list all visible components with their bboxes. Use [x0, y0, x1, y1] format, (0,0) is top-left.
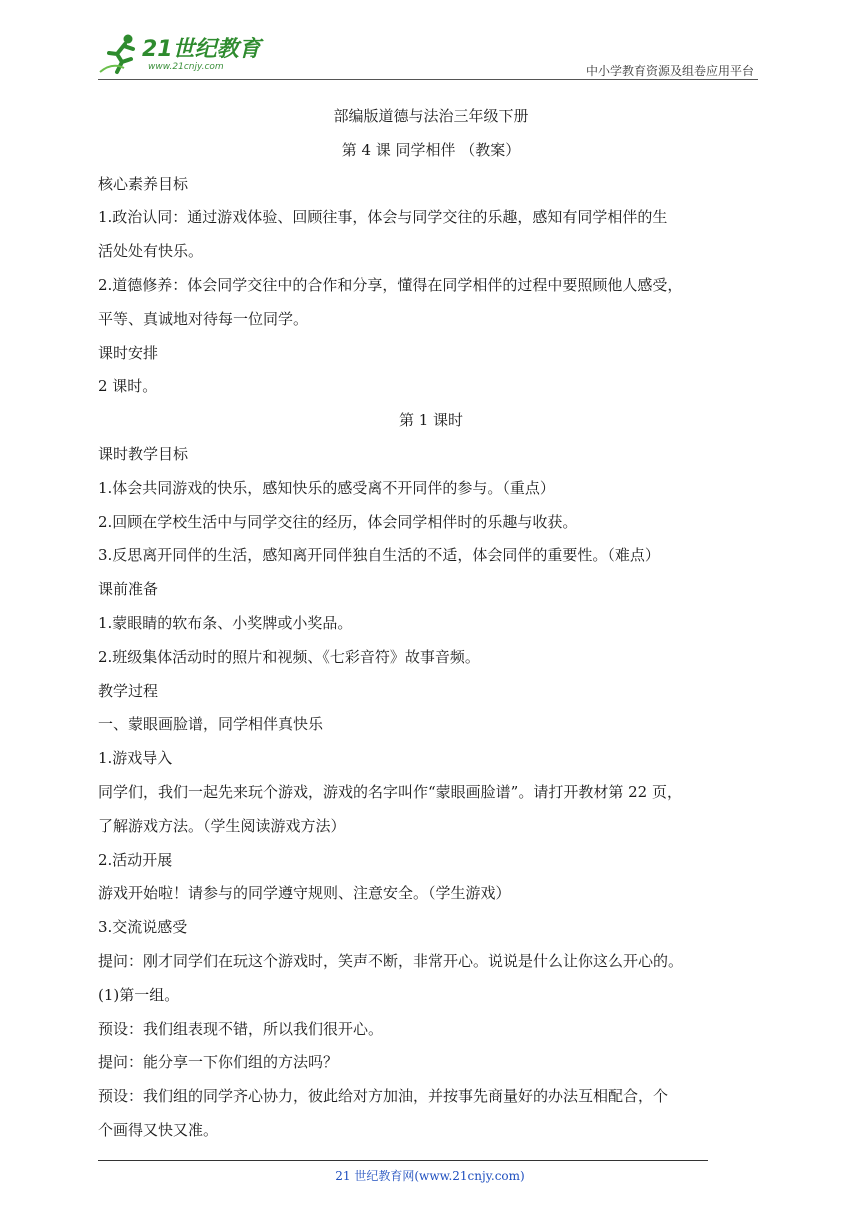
document-line: 提问：能分享一下你们组的方法吗？: [98, 1053, 339, 1072]
document-line: 3.反思离开同伴的生活，感知离开同伴独自生活的不适，体会同伴的重要性。（难点）: [98, 546, 660, 565]
logo-wordmark: 21世纪教育: [142, 37, 261, 62]
site-logo[interactable]: [98, 32, 261, 76]
document-line: 1.蒙眼睛的软布条、小奖牌或小奖品。: [98, 613, 353, 632]
document-line: 预设：我们组表现不错，所以我们很开心。: [98, 1019, 384, 1038]
document-line: 2.活动开展: [98, 850, 173, 869]
logo-url: www.21cnjy.com: [148, 62, 224, 72]
document-line: 3.交流说感受: [98, 918, 188, 937]
document-line: 2 课时。: [98, 377, 158, 396]
document-line: 2.回顾在学校生活中与同学交往的经历，体会同学相伴时的乐趣与收获。: [98, 512, 578, 531]
document-line: 1.政治认同：通过游戏体验、回顾往事，体会与同学交往的乐趣，感知有同学相伴的生: [98, 208, 668, 227]
document-line: 活处处有快乐。: [98, 242, 204, 261]
document-body: [98, 100, 764, 1148]
document-line: 游戏开始啦！请参与的同学遵守规则、注意安全。（学生游戏）: [98, 884, 511, 903]
document-line: 同学们，我们一起先来玩个游戏，游戏的名字叫作“蒙眼画脸谱”。请打开教材第 22 页，: [98, 782, 682, 801]
document-line: 2.道德修养：体会同学交往中的合作和分享，懂得在同学相伴的过程中要照顾他人感受，: [98, 275, 683, 294]
document-line: 部编版道德与法治三年级下册: [333, 107, 529, 125]
document-line: 课时教学目标: [98, 444, 189, 463]
document-line: 1.体会共同游戏的快乐，感知快乐的感受离不开同伴的参与。（重点）: [98, 478, 555, 497]
document-line: 2.班级集体活动时的照片和视频、《七彩音符》故事音频。: [98, 647, 480, 666]
footer-link[interactable]: 21 世纪教育网(www.21cnjy.com): [335, 1169, 525, 1183]
footer-divider: [98, 1160, 708, 1161]
document-line: 课时安排: [98, 343, 159, 362]
document-line: 课前准备: [98, 580, 159, 599]
page-header: [98, 28, 758, 80]
document-line: 预设：我们组的同学齐心协力，彼此给对方加油，并按事先商量好的办法互相配合，个: [98, 1087, 669, 1106]
platform-tagline: 中小学教育资源及组卷应用平台: [585, 64, 754, 78]
header-divider: [98, 79, 758, 80]
runner-logo-icon: [98, 32, 142, 76]
document-line: 了解游戏方法。（学生阅读游戏方法）: [98, 816, 346, 835]
document-line: 第 4 课 同学相伴 （教案）: [341, 140, 521, 159]
document-line: 1.游戏导入: [98, 749, 173, 768]
document-line: 提问：刚才同学们在玩这个游戏时，笑声不断，非常开心。说说是什么让你这么开心的。: [98, 951, 684, 970]
document-line: 第 1 课时: [398, 411, 464, 430]
document-line: 一、蒙眼画脸谱，同学相伴真快乐: [98, 715, 324, 734]
document-line: 教学过程: [98, 681, 159, 700]
document-line: 平等、真诚地对待每一位同学。: [98, 309, 309, 328]
document-line: (1)第一组。: [98, 985, 180, 1004]
document-line: 核心素养目标: [98, 174, 189, 193]
document-line: 个画得又快又准。: [98, 1120, 219, 1139]
